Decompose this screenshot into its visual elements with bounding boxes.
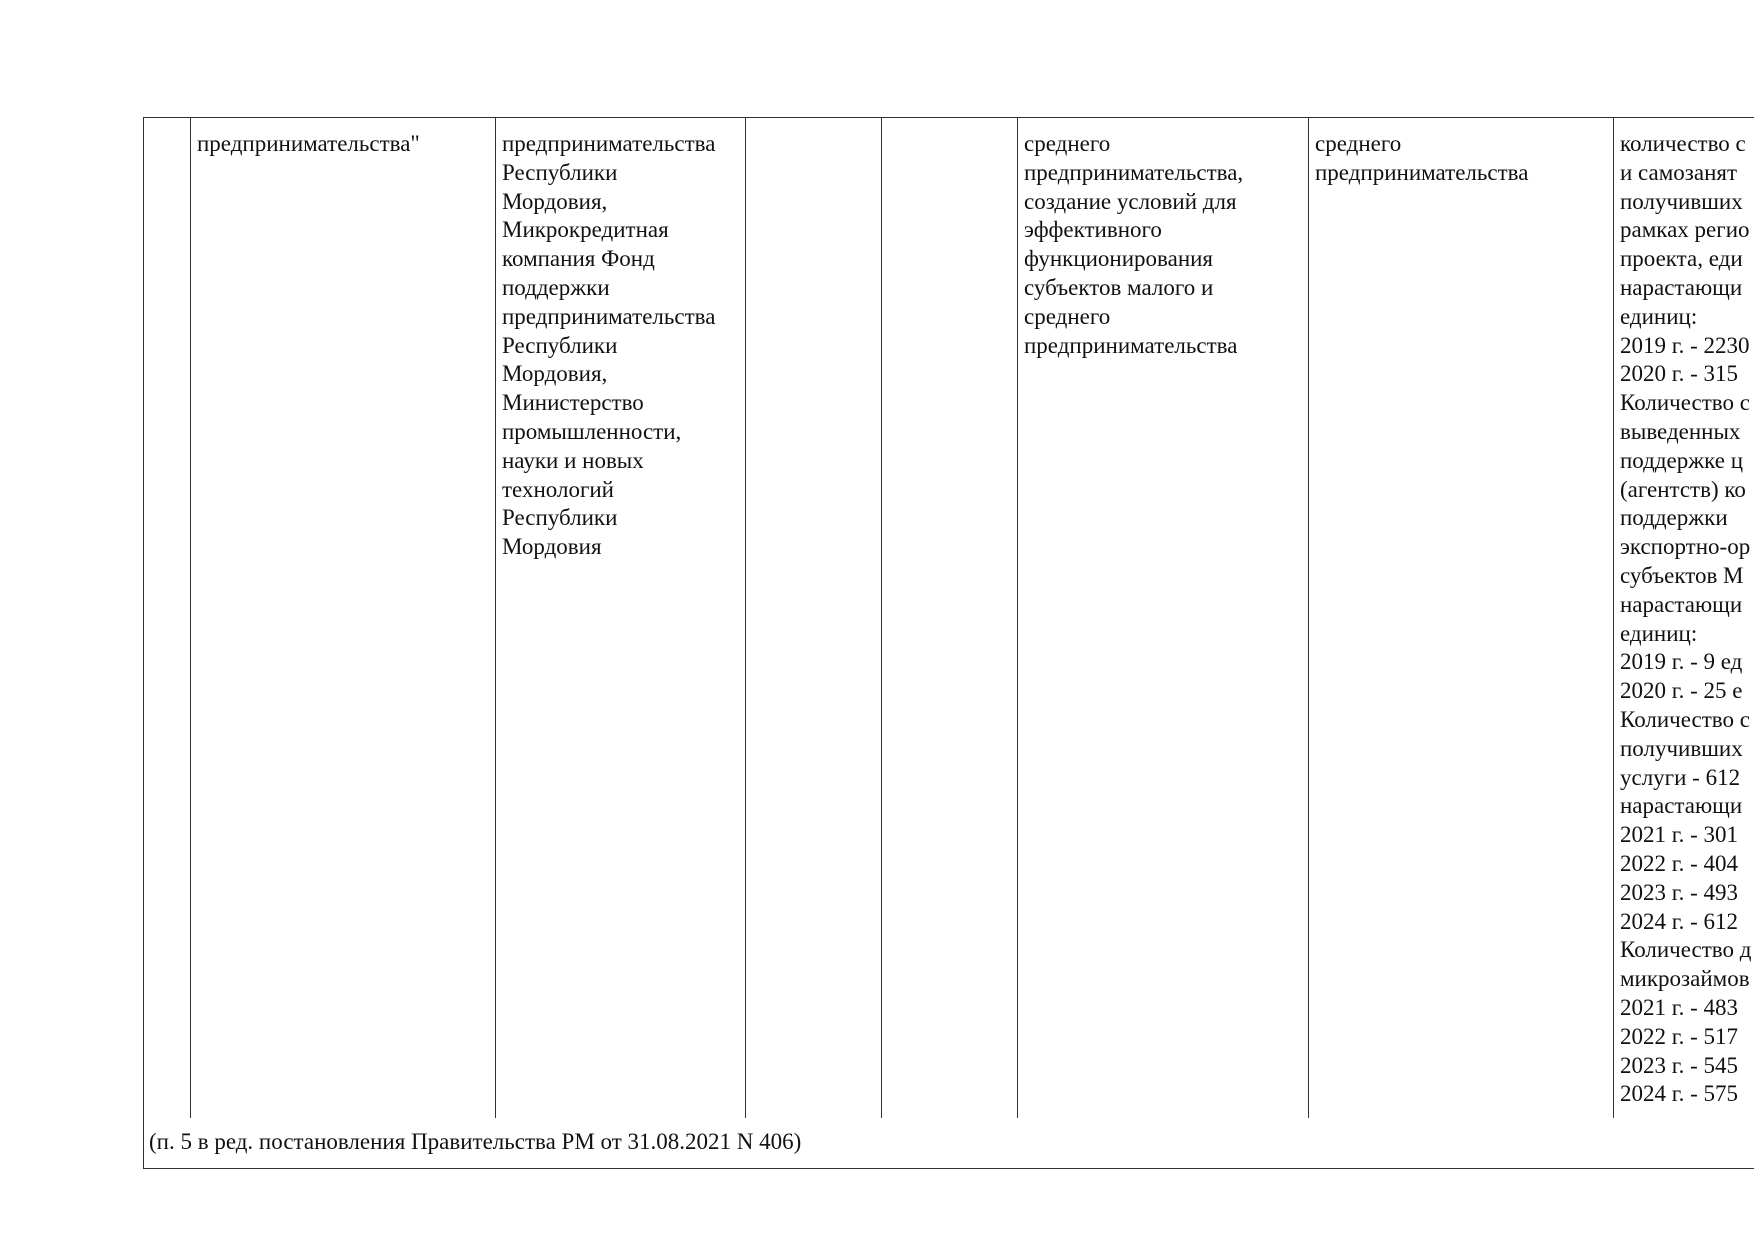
cell-text-line: нарастающи xyxy=(1620,591,1743,617)
cell-text-line: поддержки xyxy=(502,274,610,300)
cell-text-line: получивших xyxy=(1620,188,1743,214)
column-divider xyxy=(1308,117,1309,1118)
cell-goals xyxy=(1024,130,1243,360)
cell-text-line: Республики xyxy=(502,505,618,531)
cell-text-line: Микрокредитная xyxy=(502,217,669,243)
cell-text-line: Количество д xyxy=(1620,937,1752,963)
cell-executors xyxy=(502,130,715,562)
cell-text-line: микрозаймов xyxy=(1620,966,1750,992)
cell-text-line: предпринимательства xyxy=(502,303,716,329)
cell-indicators xyxy=(1620,130,1751,1109)
cell-text-line: функционирования xyxy=(1024,246,1214,272)
cell-text-line: единиц: xyxy=(1620,620,1698,646)
cell-text-line: экспортно-ор xyxy=(1620,534,1751,560)
amendment-footnote: (п. 5 в ред. постановления Правительства РМ от 31.08.2021 N 406) xyxy=(149,1129,802,1154)
cell-text-line: поддержке ц xyxy=(1620,447,1744,473)
cell-text-line: 2024 г. - 575 xyxy=(1620,1081,1738,1107)
cell-text-line: поддержки xyxy=(1620,505,1728,531)
cell-text-line: среднего xyxy=(1024,303,1111,329)
column-divider xyxy=(745,117,746,1118)
cell-text-line: количество с xyxy=(1620,131,1746,156)
column-divider xyxy=(1613,117,1614,1118)
cell-text-line: 2021 г. - 301 xyxy=(1620,822,1738,848)
cell-text-line: нарастающи xyxy=(1620,793,1743,819)
column-divider xyxy=(190,117,191,1118)
cell-text-line: предпринимательства xyxy=(1315,159,1529,185)
cell-text-line: предпринимательства xyxy=(502,131,716,156)
cell-text-line: 2024 г. - 612 xyxy=(1620,908,1738,934)
cell-text-line: 2019 г. - 2230 xyxy=(1620,332,1750,358)
cell-text-line: Республики xyxy=(502,159,618,185)
cell-text-line: нарастающи xyxy=(1620,274,1743,300)
cell-text-line: предпринимательства xyxy=(1024,332,1238,358)
cell-text-line: предпринимательства, xyxy=(1024,159,1244,185)
cell-program-name xyxy=(197,130,420,159)
cell-text-line: технологий xyxy=(502,476,614,502)
cell-text-line: предпринимательства" xyxy=(197,131,420,156)
cell-text-line: 2020 г. - 315 xyxy=(1620,361,1738,387)
cell-text-line: промышленности, xyxy=(502,418,682,444)
cell-text-line: Мордовия, xyxy=(502,361,608,387)
cell-text-line: 2021 г. - 483 xyxy=(1620,994,1738,1020)
table-frame xyxy=(143,117,1754,1169)
cell-text-line: Мордовия, xyxy=(502,188,608,214)
cell-text-line: услуги - 612 xyxy=(1620,764,1741,790)
cell-text-line: Количество с xyxy=(1620,390,1750,416)
cell-text-line: Республики xyxy=(502,332,618,358)
cell-text-line: среднего xyxy=(1024,131,1111,156)
cell-text-line: 2023 г. - 493 xyxy=(1620,879,1738,905)
column-divider xyxy=(495,117,496,1118)
cell-text-line: 2022 г. - 517 xyxy=(1620,1023,1738,1049)
cell-text-line: науки и новых xyxy=(502,447,644,473)
cell-text-line: (агентств) ко xyxy=(1620,476,1746,502)
cell-text-line: и самозанят xyxy=(1620,159,1738,185)
cell-text-line: субъектов малого и xyxy=(1024,274,1214,300)
cell-text-line: Министерство xyxy=(502,390,644,416)
cell-text-line: Количество с xyxy=(1620,706,1750,732)
cell-text-line: субъектов М xyxy=(1620,562,1744,588)
cell-text-line: 2023 г. - 545 xyxy=(1620,1052,1738,1078)
cell-text-line: 2019 г. - 9 ед xyxy=(1620,649,1743,675)
cell-text-line: компания Фонд xyxy=(502,246,655,272)
cell-text-line: Мордовия xyxy=(502,534,602,560)
cell-text-line: единиц: xyxy=(1620,303,1698,329)
cell-text-line: выведенных xyxy=(1620,418,1741,444)
cell-text-line: среднего xyxy=(1315,131,1402,156)
column-divider xyxy=(1017,117,1018,1118)
cell-tasks xyxy=(1315,130,1528,188)
cell-text-line: эффективного xyxy=(1024,217,1162,243)
column-divider xyxy=(881,117,882,1118)
cell-text-line: 2022 г. - 404 xyxy=(1620,850,1738,876)
cell-text-line: проекта, еди xyxy=(1620,246,1743,272)
cell-text-line: создание условий для xyxy=(1024,188,1237,214)
cell-text-line: рамках регио xyxy=(1620,217,1750,243)
cell-text-line: получивших xyxy=(1620,735,1743,761)
cell-text-line: 2020 г. - 25 е xyxy=(1620,678,1743,704)
